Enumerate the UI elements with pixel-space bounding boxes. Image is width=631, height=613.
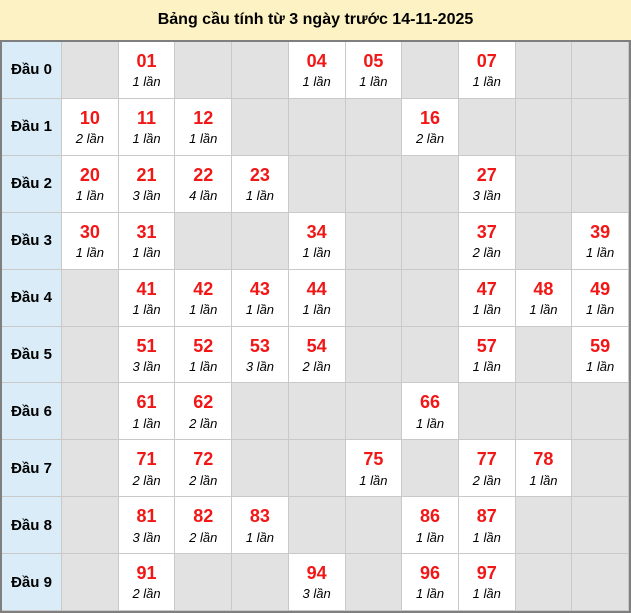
- occurrence-count: 2 lần: [415, 131, 445, 147]
- empty-cell: [232, 42, 289, 99]
- lottery-number: 49: [590, 278, 611, 299]
- empty-cell: [516, 383, 573, 440]
- lottery-number: 87: [476, 506, 497, 527]
- empty-cell: [516, 99, 573, 156]
- number-cell-97: [459, 554, 516, 611]
- number-cell-75: [346, 440, 403, 497]
- lottery-number: 71: [136, 449, 157, 470]
- lottery-number: 48: [533, 278, 554, 299]
- row-label-dau-9: Đầu 9: [2, 554, 62, 611]
- occurrence-count: 1 lần: [472, 586, 501, 602]
- empty-cell: [62, 497, 119, 554]
- number-cell-48: [516, 270, 573, 327]
- lottery-number: 12: [193, 107, 214, 128]
- lottery-number: 91: [136, 563, 157, 584]
- empty-cell: [346, 554, 403, 611]
- empty-cell: [346, 497, 403, 554]
- empty-cell: [516, 327, 573, 384]
- lottery-number: 47: [476, 278, 497, 299]
- lottery-number: 30: [79, 221, 100, 242]
- lottery-number: 23: [249, 164, 270, 185]
- number-cell-16: [402, 99, 459, 156]
- lottery-number: 21: [136, 164, 157, 185]
- number-cell-11: [119, 99, 176, 156]
- occurrence-count: 1 lần: [472, 74, 501, 90]
- occurrence-count: 3 lần: [132, 358, 161, 374]
- number-cell-21: [119, 156, 176, 213]
- empty-cell: [62, 327, 119, 384]
- lottery-number: 96: [420, 563, 441, 584]
- empty-cell: [62, 383, 119, 440]
- lottery-number: 72: [193, 449, 214, 470]
- number-cell-30: [62, 213, 119, 270]
- occurrence-count: 1 lần: [529, 472, 558, 488]
- occurrence-count: 1 lần: [75, 188, 104, 204]
- number-cell-20: [62, 156, 119, 213]
- lottery-number: 37: [476, 221, 497, 242]
- lottery-number: 97: [476, 563, 497, 584]
- occurrence-count: 3 lần: [302, 586, 331, 602]
- empty-cell: [402, 440, 459, 497]
- occurrence-count: 2 lần: [189, 529, 218, 545]
- lottery-number: 34: [306, 221, 327, 242]
- number-cell-12: [175, 99, 232, 156]
- lottery-number: 83: [249, 506, 270, 527]
- number-cell-51: [119, 327, 176, 384]
- lottery-number: 62: [193, 392, 214, 413]
- lottery-number: 41: [136, 278, 157, 299]
- number-cell-77: [459, 440, 516, 497]
- occurrence-count: 3 lần: [472, 188, 501, 204]
- number-cell-78: [516, 440, 573, 497]
- occurrence-count: 1 lần: [586, 245, 615, 261]
- occurrence-count: 1 lần: [245, 529, 275, 545]
- lottery-number: 11: [137, 107, 157, 128]
- number-cell-31: [119, 213, 176, 270]
- occurrence-count: 2 lần: [302, 358, 331, 374]
- empty-cell: [289, 497, 346, 554]
- number-cell-37: [459, 213, 516, 270]
- occurrence-count: 1 lần: [359, 74, 388, 90]
- number-cell-96: [402, 554, 459, 611]
- occurrence-count: 1 lần: [586, 358, 615, 374]
- empty-cell: [346, 213, 403, 270]
- lottery-number: 54: [306, 335, 327, 356]
- lottery-number: 31: [136, 221, 157, 242]
- lottery-number: 61: [136, 392, 157, 413]
- empty-cell: [232, 554, 289, 611]
- number-cell-94: [289, 554, 346, 611]
- number-cell-82: [175, 497, 232, 554]
- empty-cell: [459, 383, 516, 440]
- occurrence-count: 1 lần: [132, 131, 161, 147]
- number-cell-86: [402, 497, 459, 554]
- row-label-dau-0: Đầu 0: [2, 42, 62, 99]
- table-title: Bảng cầu tính từ 3 ngày trước 14-11-2025: [0, 0, 631, 40]
- empty-cell: [232, 383, 289, 440]
- occurrence-count: 1 lần: [472, 358, 501, 374]
- occurrence-count: 1 lần: [132, 415, 161, 431]
- lottery-number: 52: [193, 335, 214, 356]
- number-cell-62: [175, 383, 232, 440]
- row-label-dau-4: Đầu 4: [2, 270, 62, 327]
- empty-cell: [62, 270, 119, 327]
- lottery-number: 10: [79, 107, 100, 128]
- empty-cell: [62, 554, 119, 611]
- occurrence-count: 1 lần: [359, 472, 388, 488]
- number-cell-66: [402, 383, 459, 440]
- number-cell-81: [119, 497, 176, 554]
- occurrence-count: 2 lần: [189, 415, 218, 431]
- lottery-number: 44: [306, 278, 327, 299]
- number-cell-47: [459, 270, 516, 327]
- empty-cell: [572, 497, 629, 554]
- lottery-number: 16: [420, 107, 441, 128]
- empty-cell: [572, 99, 629, 156]
- number-cell-83: [232, 497, 289, 554]
- empty-cell: [572, 554, 629, 611]
- number-cell-05: [346, 42, 403, 99]
- empty-cell: [289, 156, 346, 213]
- bridge-table: [0, 40, 631, 613]
- number-cell-04: [289, 42, 346, 99]
- lottery-number: 86: [420, 506, 441, 527]
- occurrence-count: 2 lần: [189, 472, 218, 488]
- lottery-number: 27: [476, 164, 497, 185]
- number-cell-71: [119, 440, 176, 497]
- empty-cell: [402, 156, 459, 213]
- occurrence-count: 1 lần: [189, 301, 218, 317]
- number-cell-54: [289, 327, 346, 384]
- occurrence-count: 3 lần: [245, 358, 275, 374]
- lottery-number: 05: [363, 51, 384, 72]
- empty-cell: [402, 270, 459, 327]
- lottery-number: 42: [193, 278, 214, 299]
- empty-cell: [289, 440, 346, 497]
- empty-cell: [175, 554, 232, 611]
- occurrence-count: 1 lần: [586, 301, 615, 317]
- lottery-number: 51: [136, 335, 157, 356]
- empty-cell: [572, 156, 629, 213]
- number-cell-61: [119, 383, 176, 440]
- lottery-number: 59: [590, 335, 611, 356]
- occurrence-count: 2 lần: [132, 586, 161, 602]
- lottery-number: 53: [249, 335, 270, 356]
- empty-cell: [402, 42, 459, 99]
- row-label-dau-2: Đầu 2: [2, 156, 62, 213]
- occurrence-count: 1 lần: [132, 74, 161, 90]
- lottery-number: 01: [136, 51, 157, 72]
- occurrence-count: 1 lần: [415, 529, 445, 545]
- empty-cell: [232, 213, 289, 270]
- occurrence-count: 1 lần: [302, 301, 331, 317]
- occurrence-count: 1 lần: [302, 74, 331, 90]
- occurrence-count: 2 lần: [472, 472, 501, 488]
- empty-cell: [402, 327, 459, 384]
- lottery-number: 57: [476, 335, 497, 356]
- row-label-dau-5: Đầu 5: [2, 327, 62, 384]
- occurrence-count: 2 lần: [75, 131, 104, 147]
- occurrence-count: 1 lần: [415, 586, 445, 602]
- number-cell-34: [289, 213, 346, 270]
- number-cell-07: [459, 42, 516, 99]
- row-label-dau-6: Đầu 6: [2, 383, 62, 440]
- lottery-number: 94: [306, 563, 327, 584]
- occurrence-count: 1 lần: [472, 529, 501, 545]
- number-cell-72: [175, 440, 232, 497]
- number-cell-53: [232, 327, 289, 384]
- number-cell-42: [175, 270, 232, 327]
- number-cell-44: [289, 270, 346, 327]
- row-label-dau-1: Đầu 1: [2, 99, 62, 156]
- occurrence-count: 1 lần: [472, 301, 501, 317]
- lottery-number: 66: [420, 392, 441, 413]
- empty-cell: [572, 383, 629, 440]
- lottery-number: 75: [363, 449, 384, 470]
- number-cell-91: [119, 554, 176, 611]
- empty-cell: [289, 383, 346, 440]
- occurrence-count: 1 lần: [415, 415, 445, 431]
- empty-cell: [346, 99, 403, 156]
- number-cell-27: [459, 156, 516, 213]
- lottery-number: 43: [249, 278, 270, 299]
- empty-cell: [346, 270, 403, 327]
- empty-cell: [175, 42, 232, 99]
- empty-cell: [516, 497, 573, 554]
- number-cell-01: [119, 42, 176, 99]
- occurrence-count: 3 lần: [132, 529, 161, 545]
- empty-cell: [62, 440, 119, 497]
- lottery-number: 78: [533, 449, 554, 470]
- row-label-dau-8: Đầu 8: [2, 497, 62, 554]
- lottery-number: 20: [79, 164, 100, 185]
- empty-cell: [516, 156, 573, 213]
- number-cell-87: [459, 497, 516, 554]
- number-cell-10: [62, 99, 119, 156]
- occurrence-count: 2 lần: [132, 472, 161, 488]
- empty-cell: [516, 554, 573, 611]
- row-label-dau-3: Đầu 3: [2, 213, 62, 270]
- number-cell-23: [232, 156, 289, 213]
- occurrence-count: 3 lần: [132, 188, 161, 204]
- empty-cell: [459, 99, 516, 156]
- number-cell-52: [175, 327, 232, 384]
- occurrence-count: 1 lần: [245, 301, 275, 317]
- number-cell-39: [572, 213, 629, 270]
- number-cell-49: [572, 270, 629, 327]
- occurrence-count: 1 lần: [189, 358, 218, 374]
- row-label-dau-7: Đầu 7: [2, 440, 62, 497]
- number-cell-43: [232, 270, 289, 327]
- empty-cell: [402, 213, 459, 270]
- lottery-number: 07: [476, 51, 497, 72]
- number-cell-41: [119, 270, 176, 327]
- occurrence-count: 2 lần: [472, 245, 501, 261]
- empty-cell: [175, 213, 232, 270]
- occurrence-count: 1 lần: [245, 188, 275, 204]
- occurrence-count: 1 lần: [189, 131, 218, 147]
- empty-cell: [516, 42, 573, 99]
- occurrence-count: 4 lần: [189, 188, 218, 204]
- number-cell-59: [572, 327, 629, 384]
- lottery-number: 22: [193, 164, 214, 185]
- lottery-number: 77: [476, 449, 497, 470]
- empty-cell: [346, 383, 403, 440]
- occurrence-count: 1 lần: [132, 245, 161, 261]
- empty-cell: [289, 99, 346, 156]
- empty-cell: [346, 327, 403, 384]
- empty-cell: [232, 99, 289, 156]
- lottery-number: 04: [306, 51, 327, 72]
- empty-cell: [572, 440, 629, 497]
- occurrence-count: 1 lần: [529, 301, 558, 317]
- empty-cell: [572, 42, 629, 99]
- occurrence-count: 1 lần: [132, 301, 161, 317]
- lottery-number: 81: [136, 506, 157, 527]
- occurrence-count: 1 lần: [75, 245, 104, 261]
- empty-cell: [232, 440, 289, 497]
- empty-cell: [346, 156, 403, 213]
- number-cell-22: [175, 156, 232, 213]
- empty-cell: [62, 42, 119, 99]
- empty-cell: [516, 213, 573, 270]
- number-cell-57: [459, 327, 516, 384]
- occurrence-count: 1 lần: [302, 245, 331, 261]
- lottery-number: 82: [193, 506, 214, 527]
- lottery-number: 39: [590, 221, 611, 242]
